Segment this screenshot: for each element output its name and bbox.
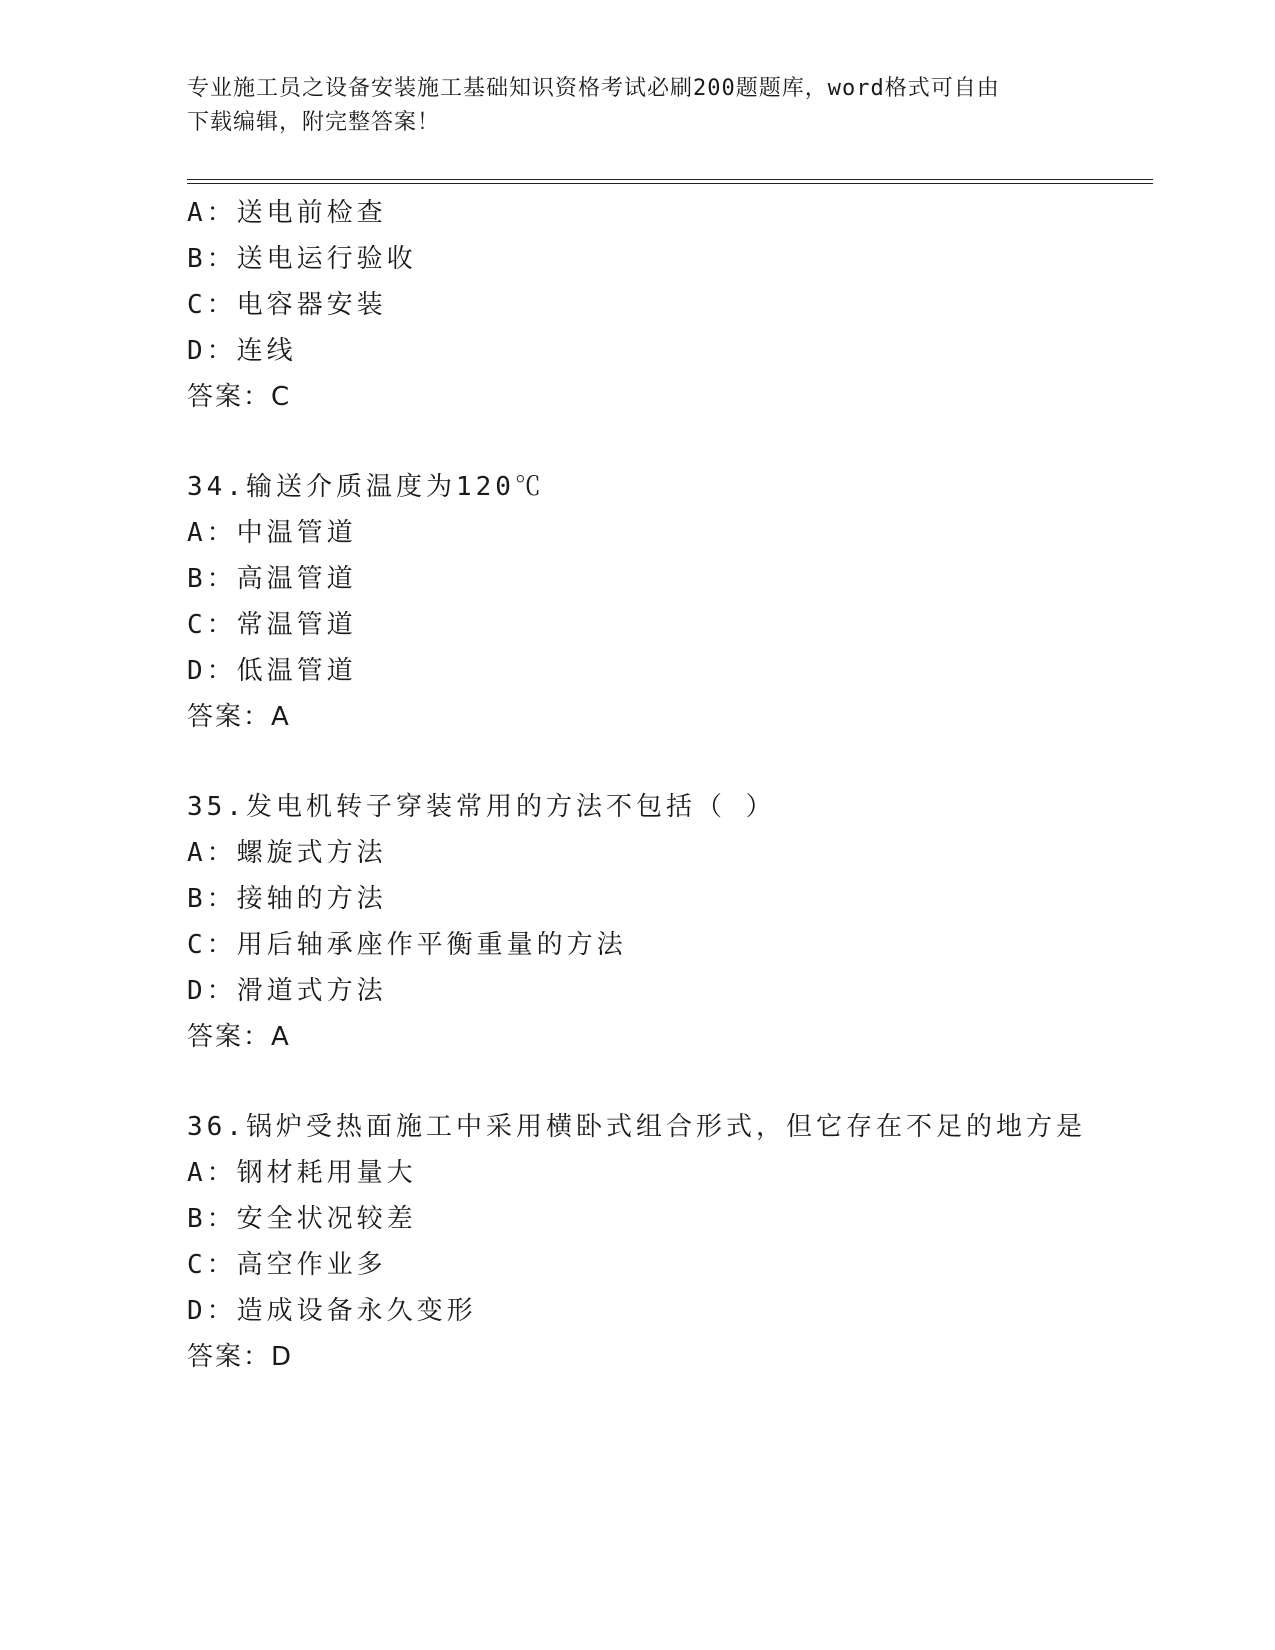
option-a: A：钢材耗用量大 (187, 1158, 417, 1188)
answer-text: 答案：A (187, 1022, 291, 1052)
question-35-block (187, 784, 1153, 1060)
option-b: B：送电运行验收 (187, 244, 417, 274)
option-c: C：常温管道 (187, 610, 357, 640)
question-list (187, 190, 1153, 1380)
question-36-block (187, 1104, 1153, 1380)
answer-text: 答案：D (187, 1342, 294, 1372)
option-a: A：螺旋式方法 (187, 838, 387, 868)
spacer (187, 740, 1153, 784)
option-d: D：低温管道 (187, 656, 357, 686)
spacer (187, 420, 1153, 464)
header-divider-bottom (187, 183, 1153, 184)
option-d: D：连线 (187, 336, 297, 366)
question-title: 36.锅炉受热面施工中采用横卧式组合形式，但它存在不足的地方是 (187, 1112, 1086, 1142)
answer-text: 答案：A (187, 702, 291, 732)
header-divider-top (187, 179, 1153, 180)
spacer (187, 1060, 1153, 1104)
option-c: C：用后轴承座作平衡重量的方法 (187, 930, 627, 960)
option-a: A：中温管道 (187, 518, 357, 548)
question-title: 34.输送介质温度为120℃ (187, 472, 545, 502)
option-d: D：造成设备永久变形 (187, 1296, 477, 1326)
option-d: D：滑道式方法 (187, 976, 387, 1006)
option-c: C：高空作业多 (187, 1250, 387, 1280)
option-b: B：高温管道 (187, 564, 357, 594)
question-title: 35.发电机转子穿装常用的方法不包括（ ） (187, 792, 776, 822)
answer-text: 答案：C (187, 382, 292, 412)
option-b: B：安全状况较差 (187, 1204, 417, 1234)
option-c: C：电容器安装 (187, 290, 387, 320)
question-34-block (187, 464, 1153, 740)
option-b: B：接轴的方法 (187, 884, 387, 914)
header-line-2: 下载编辑，附完整答案！ (187, 110, 441, 135)
document-header (187, 72, 1067, 140)
question-33-block (187, 190, 1153, 420)
option-a: A：送电前检查 (187, 198, 387, 228)
header-line-1: 专业施工员之设备安装施工基础知识资格考试必刷200题题库，word格式可自由 (187, 76, 1000, 101)
